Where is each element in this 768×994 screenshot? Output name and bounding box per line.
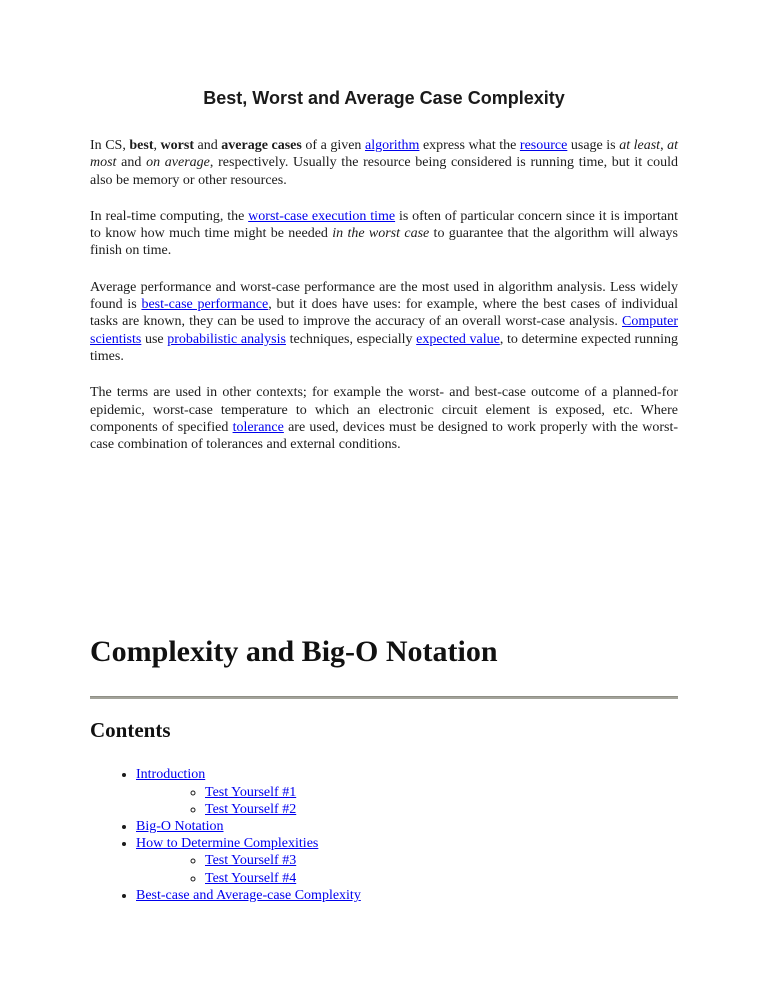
text-run: and xyxy=(193,138,222,153)
text-run: , but it does have uses: for example, where the best cases of individual tasks are known, they can be used to improve the accuracy of an overall worst-case analysis. xyxy=(90,297,678,330)
text-run: express what the xyxy=(419,138,520,153)
text-link[interactable]: worst-case execution time xyxy=(248,208,396,224)
toc-item-introduction xyxy=(136,766,678,818)
text-run: The terms are used in other contexts; for example the worst- and best-case outcome of a planned-for epidemic, worst-case temperature to which an electronic circuit element is exposed, etc. Where components of specified xyxy=(90,385,678,435)
text-run: techniques, especially xyxy=(285,331,417,347)
text-run: and xyxy=(116,155,147,171)
document-content xyxy=(0,86,768,904)
text-run: worst xyxy=(160,138,194,153)
toc-link-best-average-complexity[interactable]: Best-case and Average-case Complexity xyxy=(136,887,361,903)
text-run: average cases xyxy=(221,138,302,153)
text-run: , xyxy=(660,138,668,153)
text-run: to guarantee that the algorithm will always finish on time. xyxy=(90,226,679,259)
text-link[interactable]: expected value xyxy=(416,331,500,347)
text-run: best xyxy=(129,138,154,153)
text-run: , respectively. Usually the resource being considered is running time, but it could also be memory or other resources. xyxy=(90,155,679,188)
text-run: are used, devices must be designed to work properly with the worst-case combination of tolerances and external conditions. xyxy=(90,419,678,453)
toc-link-big-o-notation[interactable]: Big-O Notation xyxy=(136,819,224,835)
contents-list xyxy=(90,766,678,904)
paragraph-realtime-computing xyxy=(90,208,678,260)
paragraph-best-worst-average xyxy=(90,137,678,189)
text-run: of a given xyxy=(301,138,365,153)
text-run: use xyxy=(141,331,168,347)
text-run: In CS, xyxy=(90,138,130,153)
text-run: usage is xyxy=(567,138,620,153)
text-run: on average xyxy=(146,155,210,171)
text-run: In real-time computing, the xyxy=(90,208,249,224)
text-run: in the worst case xyxy=(332,226,430,242)
text-link[interactable]: probabilistic analysis xyxy=(167,331,286,347)
toc-link-test-yourself-4[interactable]: Test Yourself #4 xyxy=(205,870,297,886)
text-run: , xyxy=(153,138,161,153)
section-divider xyxy=(90,696,678,699)
toc-link-test-yourself-3[interactable]: Test Yourself #3 xyxy=(205,853,297,869)
contents-sublist-determine-complexities xyxy=(136,852,678,886)
toc-item-big-o-notation xyxy=(136,818,678,835)
text-run: , to determine expected running times. xyxy=(90,331,678,364)
paragraph-average-performance xyxy=(90,279,678,365)
paragraph-other-contexts xyxy=(90,384,678,453)
text-run: is often of particular concern since it is important to know how much time might be needed xyxy=(90,208,678,242)
toc-item-best-average-complexity xyxy=(136,887,678,904)
text-run: at least xyxy=(619,138,661,153)
text-link[interactable]: best-case performance xyxy=(141,297,269,313)
text-link[interactable]: tolerance xyxy=(232,419,284,435)
toc-link-introduction[interactable]: Introduction xyxy=(136,767,206,783)
contents-sublist-introduction xyxy=(136,784,678,818)
text-link[interactable]: resource xyxy=(519,138,568,153)
toc-item-test-yourself-3 xyxy=(205,852,678,869)
toc-link-test-yourself-2[interactable]: Test Yourself #2 xyxy=(205,801,297,817)
text-link[interactable]: Computer scientists xyxy=(90,314,678,347)
toc-item-test-yourself-2 xyxy=(205,801,678,818)
text-run: Average performance and worst-case performance are the most used in algorithm analysis. Less widely found is xyxy=(90,279,678,313)
toc-item-test-yourself-4 xyxy=(205,870,678,887)
toc-item-determine-complexities xyxy=(136,835,678,887)
text-run: at most xyxy=(90,138,679,171)
section-heading: Complexity and Big-O Notation xyxy=(90,635,498,669)
text-link[interactable]: algorithm xyxy=(364,138,420,153)
toc-link-determine-complexities[interactable]: How to Determine Complexities xyxy=(136,836,319,852)
toc-item-test-yourself-1 xyxy=(205,784,678,801)
contents-heading: Contents xyxy=(90,718,171,743)
document-title: Best, Worst and Average Case Complexity xyxy=(203,88,565,108)
toc-link-test-yourself-1[interactable]: Test Yourself #1 xyxy=(205,784,297,800)
